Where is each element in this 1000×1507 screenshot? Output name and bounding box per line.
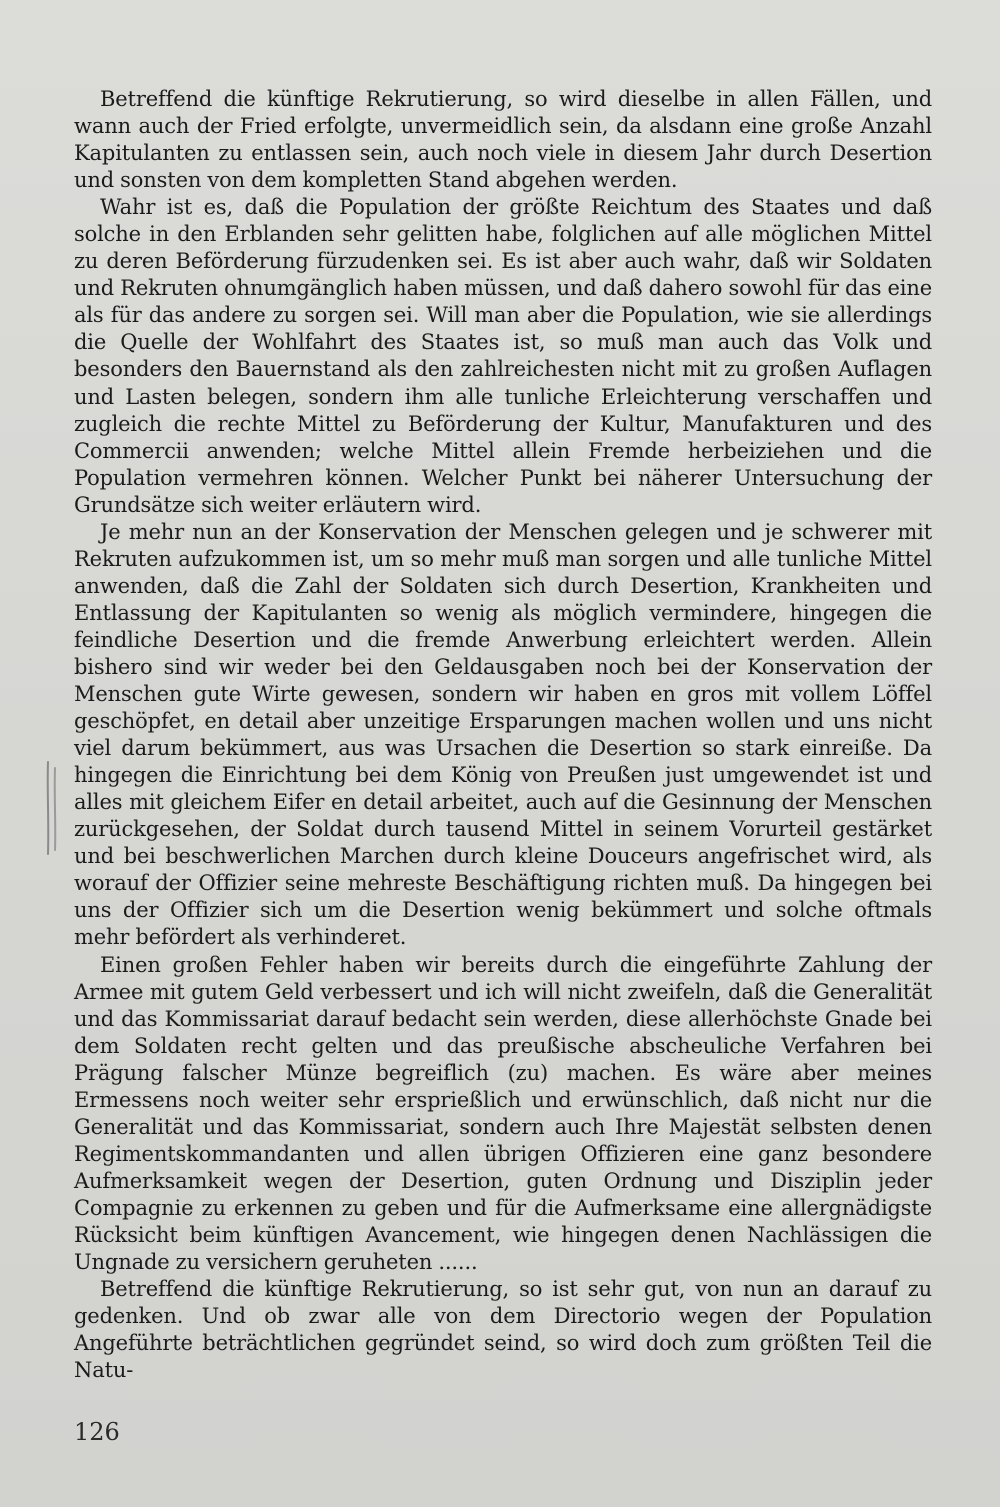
paragraph-2: Wahr ist es, daß die Population der größte Reichtum des Staates und daß solche in den Erblanden sehr gelitten habe, folglichen auf alle möglichen Mittel zu deren Beförderung fürzudenken sei. Es ist aber auch wahr, daß wir Soldaten und Rekruten ohnumgänglich haben müssen, und daß dahero sowohl für das eine als für das andere zu sorgen sei. Will man aber die Population, wie sie allerdings die Quelle der Wohlfahrt des Staates ist, so muß man auch das Volk und besonders den Bauernstand als den zahlreichesten nicht mit zu großen Auflagen und Lasten belegen, sondern ihm alle tunliche Erleichterung verschaffen und zugleich die rechte Mittel zu Beförderung der Kultur, Manufakturen und des Commercii anwenden; welche Mittel allein Fremde herbeiziehen und die Population vermehren können. Welcher Punkt bei näherer Untersuchung der Grundsätze sich weiter erläutern wird. [74,195,932,517]
paragraph-3: Je mehr nun an der Konservation der Menschen gelegen und je schwerer mit Rekruten aufzukommen ist, um so mehr muß man sorgen und alle tunliche Mittel anwenden, daß die Zahl der Soldaten sich durch Desertion, Krankheiten und Entlassung der Kapitulanten so wenig als möglich vermindere, hingegen die feindliche Desertion und die fremde Anwerbung erleichtert werden. Allein bishero sind wir weder bei den Geldausgaben noch bei der Konservation der Menschen gute Wirte gewesen, sondern wir haben en gros mit vollem Löffel geschöpfet, en detail aber unzeitige Ersparungen machen wollen und uns nicht viel darum bekümmert, aus was Ursachen die Desertion so stark einreiße. Da hingegen die Einrichtung bei dem König von Preußen just umgewendet ist und alles mit gleichem Eifer en detail arbeitet, auch auf die Gesinnung der Menschen zurückgesehen, der Soldat durch tausend Mittel in seinem Vorurteil gestärket und bei beschwerlichen Marchen durch kleine Douceurs angefrischet wird, als worauf der Offizier seine mehreste Beschäftigung richten muß. Da hingegen bei uns der Offizier sich um die Desertion wenig bekümmert und solche oftmals mehr befördert als verhinderet. [74,519,932,950]
paragraph-4: Einen großen Fehler haben wir bereits durch die eingeführte Zahlung der Armee mit gutem Geld verbessert und ich will nicht zweifeln, daß die Generalität und das Kommissariat darauf bedacht sein werden, diese allerhöchste Gnade bei dem Soldaten recht gelten und das preußische abscheuliche Verfahren bei Prägung falscher Münze begreiflich (zu) machen. Es wäre aber meines Ermessens noch weiter sehr ersprießlich und erwünschlich, daß nicht nur die Generalität und das Kommissariat, sondern auch Ihre Majestät selbsten denen Regimentskommandanten und allen übrigen Offizieren eine ganz besondere Aufmerksamkeit wegen der Desertion, guten Ordnung und Disziplin jeder Compagnie zu erkennen zu geben und für die Aufmerksame eine allergnädigste Rücksicht beim künftigen Avancement, wie hingegen denen Nachlässigen die Ungnade zu versichern geruheten ...... [74,952,932,1275]
paragraph-5: Betreffend die künftige Rekrutierung, so ist sehr gut, von nun an darauf zu gedenken. Und ob zwar alle von dem Directorio wegen der Population Angeführte beträchtlichen gegründet seind, so wird doch zum größten Teil die Natu- [74,1277,932,1383]
page-number: 126 [74,1418,120,1446]
body-text [74,86,932,1384]
paragraph-1: Betreffend die künftige Rekrutierung, so wird dieselbe in allen Fällen, und wann auch der Fried erfolgte, unvermeidlich sein, da alsdann eine große Anzahl Kapitulanten zu entlassen sein, auch noch viele in diesem Jahr durch Desertion und sonsten von dem kompletten Stand abgehen werden. [74,87,932,193]
pencil-margin-mark [44,760,60,856]
